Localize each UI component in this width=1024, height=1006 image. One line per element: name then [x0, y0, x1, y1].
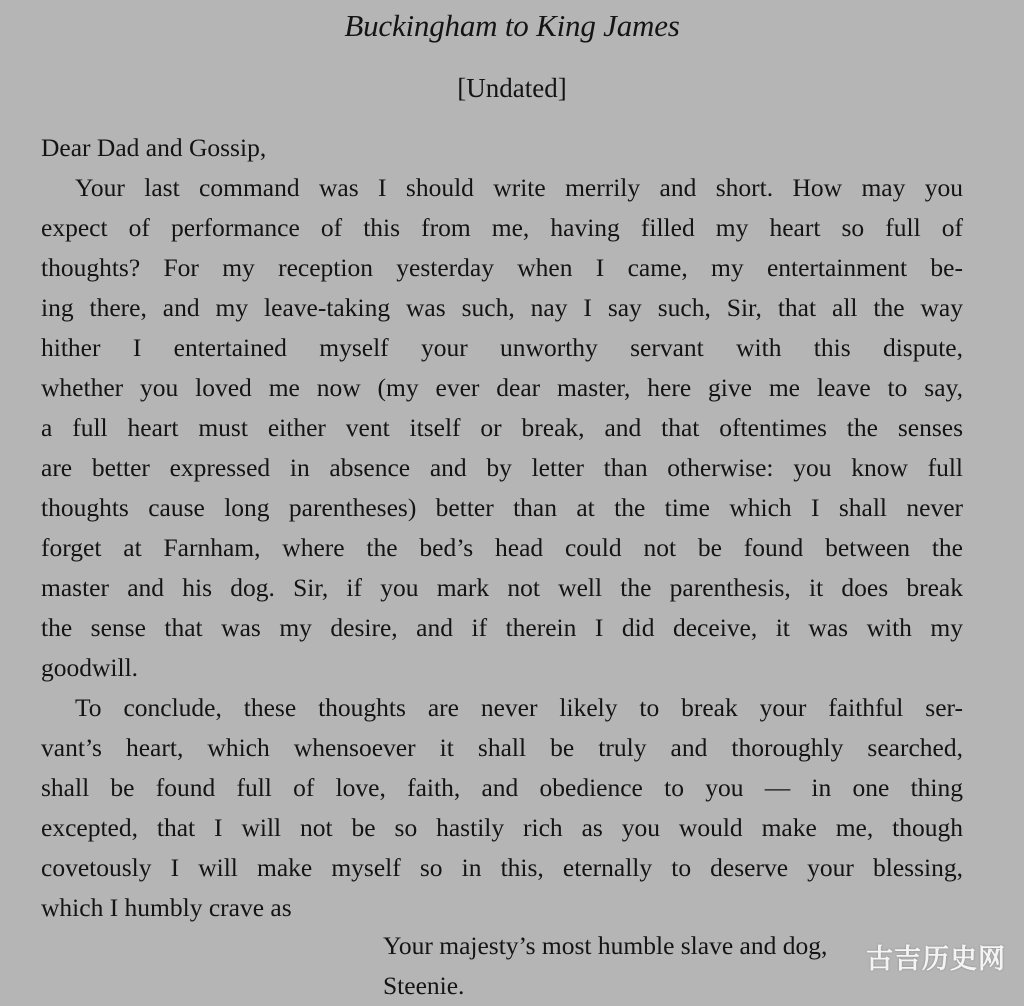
paragraph-1-line: master and his dog. Sir, if you mark not well the parenthesis, it does break	[41, 573, 963, 602]
paragraph-2-line: shall be found full of love, faith, and obedience to you — in one thing	[41, 773, 963, 802]
paragraph-1-line: goodwill.	[41, 653, 139, 682]
paragraph-2-line: vant’s heart, which whensoever it shall be truly and thoroughly searched,	[41, 733, 963, 762]
letter-title: Buckingham to King James	[344, 8, 680, 43]
signature: Steenie.	[383, 971, 465, 1000]
paragraph-2-line: To conclude, these thoughts are never likely to break your faithful ser-	[75, 693, 963, 722]
paragraph-1-line: are better expressed in absence and by letter than otherwise: you know full	[41, 453, 963, 482]
paragraph-1-line: thoughts? For my reception yesterday when I came, my entertainment be-	[41, 253, 963, 282]
signoff-line: Your majesty’s most humble slave and dog,	[383, 931, 828, 960]
watermark-logo: 古吉历史网	[866, 944, 1006, 975]
paragraph-1-line: whether you loved me now (my ever dear master, here give me leave to say,	[41, 373, 963, 402]
letter-body	[41, 128, 963, 928]
paragraph-1-line: hither I entertained myself your unworthy servant with this dispute,	[41, 333, 963, 362]
letter-date: [Undated]	[457, 73, 567, 103]
signoff	[383, 926, 827, 1006]
paragraph-2-line: which I humbly crave as	[41, 893, 292, 922]
paragraph-1-line: a full heart must either vent itself or break, and that oftentimes the senses	[41, 413, 963, 442]
paragraph-1-line: forget at Farnham, where the bed’s head could not be found between the	[41, 533, 963, 562]
paragraph-1-line: Your last command was I should write merrily and short. How may you	[75, 173, 963, 202]
paragraph-2-line: excepted, that I will not be so hastily rich as you would make me, though	[41, 813, 963, 842]
paragraph-1-line: thoughts cause long parentheses) better than at the time which I shall never	[41, 493, 963, 522]
paragraph-1-line: the sense that was my desire, and if therein I did deceive, it was with my	[41, 613, 963, 642]
paragraph-1-line: ing there, and my leave-taking was such, nay I say such, Sir, that all the way	[41, 293, 963, 322]
salutation: Dear Dad and Gossip,	[41, 133, 267, 162]
paragraph-1-line: expect of performance of this from me, having filled my heart so full of	[41, 213, 963, 242]
paragraph-2-line: covetously I will make myself so in this, eternally to deserve your blessing,	[41, 853, 963, 882]
